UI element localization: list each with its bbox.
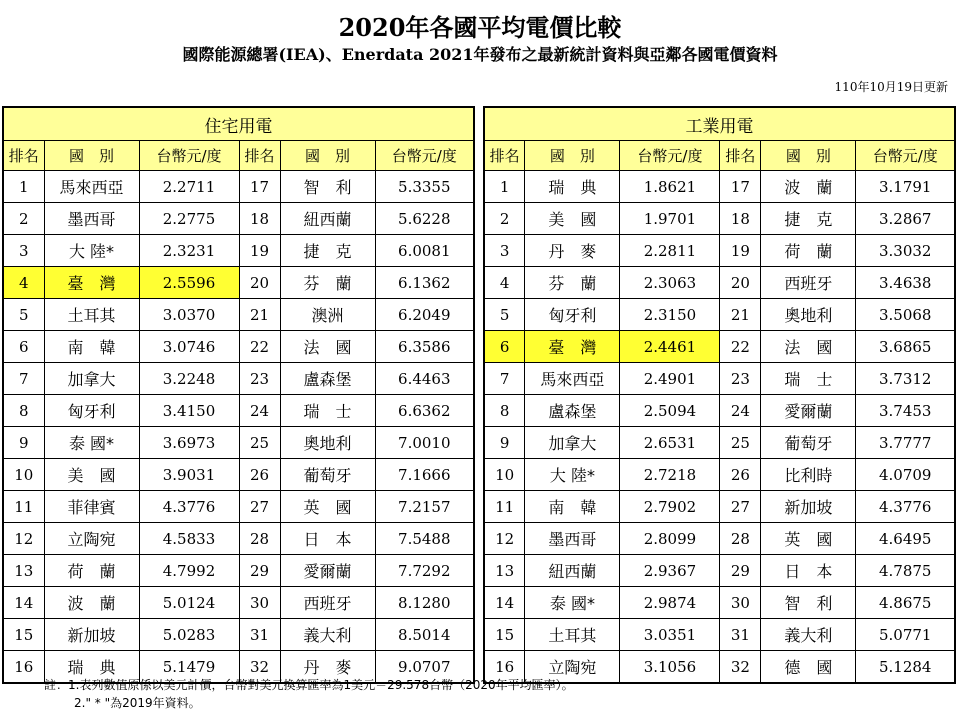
rank-cell: 13 (484, 555, 525, 587)
rank-cell: 12 (484, 523, 525, 555)
rank-cell: 16 (484, 651, 525, 684)
table-row (3, 203, 474, 235)
rank-cell: 23 (239, 363, 280, 395)
price-cell: 6.6362 (375, 395, 474, 427)
price-cell: 4.6495 (856, 523, 955, 555)
price-cell: 3.4638 (856, 267, 955, 299)
industrial-title: 工業用電 (484, 107, 955, 141)
price-cell: 3.0746 (139, 331, 239, 363)
price-cell: 4.3776 (139, 491, 239, 523)
country-cell: 土耳其 (44, 299, 139, 331)
price-cell: 2.5094 (620, 395, 720, 427)
table-row (484, 267, 955, 299)
country-cell: 愛爾蘭 (761, 395, 856, 427)
price-cell: 5.1284 (856, 651, 955, 684)
table-row (484, 203, 955, 235)
price-cell: 7.5488 (375, 523, 474, 555)
price-cell: 5.6228 (375, 203, 474, 235)
price-cell: 3.2248 (139, 363, 239, 395)
price-cell: 6.0081 (375, 235, 474, 267)
rank-cell: 10 (484, 459, 525, 491)
table-row (484, 491, 955, 523)
residential-title: 住宅用電 (3, 107, 474, 141)
table-row (484, 555, 955, 587)
rank-cell: 6 (3, 331, 44, 363)
rank-cell: 22 (239, 331, 280, 363)
country-cell: 臺 灣 (525, 331, 620, 363)
rank-cell: 15 (3, 619, 44, 651)
country-cell: 丹 麥 (525, 235, 620, 267)
country-cell: 土耳其 (525, 619, 620, 651)
rank-cell: 21 (239, 299, 280, 331)
rank-cell: 27 (720, 491, 761, 523)
country-cell: 南 韓 (44, 331, 139, 363)
table-row (3, 555, 474, 587)
rank-cell: 11 (484, 491, 525, 523)
price-cell: 3.2867 (856, 203, 955, 235)
rank-cell: 32 (720, 651, 761, 684)
country-cell: 義大利 (280, 619, 375, 651)
price-cell: 5.1479 (139, 651, 239, 684)
table-row (3, 523, 474, 555)
price-cell: 4.7992 (139, 555, 239, 587)
price-cell: 5.0771 (856, 619, 955, 651)
rank-cell: 18 (720, 203, 761, 235)
col-rank-header: 排名 (239, 141, 280, 171)
rank-cell: 28 (720, 523, 761, 555)
col-price-header: 台幣元/度 (856, 141, 955, 171)
price-cell: 4.3776 (856, 491, 955, 523)
country-cell: 捷 克 (761, 203, 856, 235)
country-cell: 大 陸* (525, 459, 620, 491)
price-cell: 3.0351 (620, 619, 720, 651)
country-cell: 墨西哥 (525, 523, 620, 555)
rank-cell: 1 (484, 171, 525, 203)
page-title: 2020年各國平均電價比較 (338, 13, 622, 42)
country-cell: 奧地利 (761, 299, 856, 331)
rank-cell: 21 (720, 299, 761, 331)
price-cell: 2.7902 (620, 491, 720, 523)
price-cell: 3.1791 (856, 171, 955, 203)
rank-cell: 20 (239, 267, 280, 299)
rank-cell: 9 (3, 427, 44, 459)
table-row (3, 363, 474, 395)
country-cell: 臺 灣 (44, 267, 139, 299)
rank-cell: 6 (484, 331, 525, 363)
rank-cell: 10 (3, 459, 44, 491)
country-cell: 德 國 (761, 651, 856, 684)
price-cell: 2.5596 (139, 267, 239, 299)
country-cell: 西班牙 (761, 267, 856, 299)
price-cell: 7.2157 (375, 491, 474, 523)
price-cell: 5.0124 (139, 587, 239, 619)
country-cell: 新加坡 (761, 491, 856, 523)
price-cell: 5.3355 (375, 171, 474, 203)
rank-cell: 27 (239, 491, 280, 523)
rank-cell: 29 (239, 555, 280, 587)
country-cell: 荷 蘭 (761, 235, 856, 267)
price-cell: 3.1056 (620, 651, 720, 684)
rank-cell: 8 (3, 395, 44, 427)
country-cell: 盧森堡 (280, 363, 375, 395)
table-row (484, 363, 955, 395)
footnote-2: 2." * "為2019年資料。 (74, 696, 201, 710)
rank-cell: 31 (239, 619, 280, 651)
price-cell: 2.9367 (620, 555, 720, 587)
price-cell: 4.5833 (139, 523, 239, 555)
table-row (3, 395, 474, 427)
country-cell: 美 國 (44, 459, 139, 491)
country-cell: 西班牙 (280, 587, 375, 619)
rank-cell: 24 (239, 395, 280, 427)
col-country-header: 國 別 (761, 141, 856, 171)
price-cell: 8.1280 (375, 587, 474, 619)
price-tables (2, 106, 956, 677)
price-cell: 6.1362 (375, 267, 474, 299)
rank-cell: 20 (720, 267, 761, 299)
rank-cell: 3 (484, 235, 525, 267)
rank-cell: 11 (3, 491, 44, 523)
country-cell: 葡萄牙 (761, 427, 856, 459)
price-cell: 4.0709 (856, 459, 955, 491)
price-cell: 3.6973 (139, 427, 239, 459)
price-cell: 2.2811 (620, 235, 720, 267)
table-row (484, 331, 955, 363)
table-row (484, 427, 955, 459)
table-row (484, 587, 955, 619)
table-row (3, 331, 474, 363)
rank-cell: 30 (239, 587, 280, 619)
price-cell: 2.8099 (620, 523, 720, 555)
rank-cell: 22 (720, 331, 761, 363)
rank-cell: 4 (484, 267, 525, 299)
country-cell: 立陶宛 (44, 523, 139, 555)
rank-cell: 7 (484, 363, 525, 395)
country-cell: 愛爾蘭 (280, 555, 375, 587)
country-cell: 紐西蘭 (280, 203, 375, 235)
col-price-header: 台幣元/度 (620, 141, 720, 171)
price-cell: 6.3586 (375, 331, 474, 363)
rank-cell: 15 (484, 619, 525, 651)
price-cell: 3.0370 (139, 299, 239, 331)
price-cell: 3.7453 (856, 395, 955, 427)
table-row (3, 171, 474, 203)
price-cell: 8.5014 (375, 619, 474, 651)
table-row (3, 619, 474, 651)
rank-cell: 3 (3, 235, 44, 267)
table-row (484, 395, 955, 427)
price-cell: 2.4461 (620, 331, 720, 363)
country-cell: 奧地利 (280, 427, 375, 459)
price-cell: 7.7292 (375, 555, 474, 587)
country-cell: 智 利 (280, 171, 375, 203)
price-cell: 7.1666 (375, 459, 474, 491)
rank-cell: 13 (3, 555, 44, 587)
rank-cell: 8 (484, 395, 525, 427)
col-country-header: 國 別 (280, 141, 375, 171)
table-row (484, 299, 955, 331)
footnote-1: 註：1.表列數值原係以美元計價，台幣對美元換算匯率為1美元＝29.578台幣（2020年平均匯率）。 (44, 678, 574, 692)
rank-cell: 31 (720, 619, 761, 651)
country-cell: 美 國 (525, 203, 620, 235)
table-row (484, 171, 955, 203)
country-cell: 瑞 士 (761, 363, 856, 395)
rank-cell: 25 (239, 427, 280, 459)
price-cell: 9.0707 (375, 651, 474, 684)
price-cell: 2.7218 (620, 459, 720, 491)
table-row (3, 459, 474, 491)
rank-cell: 29 (720, 555, 761, 587)
table-row (3, 587, 474, 619)
price-cell: 7.0010 (375, 427, 474, 459)
country-cell: 新加坡 (44, 619, 139, 651)
country-cell: 加拿大 (44, 363, 139, 395)
price-cell: 2.2711 (139, 171, 239, 203)
table-row (3, 267, 474, 299)
country-cell: 法 國 (761, 331, 856, 363)
rank-cell: 2 (3, 203, 44, 235)
price-cell: 3.7312 (856, 363, 955, 395)
price-cell: 4.7875 (856, 555, 955, 587)
rank-cell: 9 (484, 427, 525, 459)
country-cell: 匈牙利 (525, 299, 620, 331)
country-cell: 比利時 (761, 459, 856, 491)
industrial-table (483, 106, 956, 684)
country-cell: 捷 克 (280, 235, 375, 267)
country-cell: 葡萄牙 (280, 459, 375, 491)
price-cell: 4.8675 (856, 587, 955, 619)
rank-cell: 18 (239, 203, 280, 235)
country-cell: 英 國 (280, 491, 375, 523)
table-row (3, 299, 474, 331)
price-cell: 6.2049 (375, 299, 474, 331)
update-date: 110年10月19日更新 (834, 80, 948, 94)
rank-cell: 14 (3, 587, 44, 619)
country-cell: 大 陸* (44, 235, 139, 267)
rank-cell: 17 (239, 171, 280, 203)
country-cell: 義大利 (761, 619, 856, 651)
price-cell: 3.9031 (139, 459, 239, 491)
country-cell: 泰 國* (44, 427, 139, 459)
col-rank-header: 排名 (484, 141, 525, 171)
country-cell: 智 利 (761, 587, 856, 619)
rank-cell: 26 (720, 459, 761, 491)
rank-cell: 23 (720, 363, 761, 395)
country-cell: 瑞 典 (44, 651, 139, 684)
price-cell: 1.8621 (620, 171, 720, 203)
country-cell: 英 國 (761, 523, 856, 555)
price-cell: 2.3231 (139, 235, 239, 267)
country-cell: 泰 國* (525, 587, 620, 619)
col-country-header: 國 別 (525, 141, 620, 171)
country-cell: 瑞 士 (280, 395, 375, 427)
table-row (484, 459, 955, 491)
rank-cell: 19 (720, 235, 761, 267)
rank-cell: 5 (484, 299, 525, 331)
col-price-header: 台幣元/度 (375, 141, 474, 171)
price-cell: 2.3150 (620, 299, 720, 331)
table-row (3, 235, 474, 267)
rank-cell: 14 (484, 587, 525, 619)
page-subtitle: 國際能源總署(IEA)、Enerdata 2021年發布之最新統計資料與亞鄰各國電價資料 (182, 45, 778, 64)
price-cell: 2.6531 (620, 427, 720, 459)
footnotes (44, 676, 574, 712)
country-cell: 加拿大 (525, 427, 620, 459)
country-cell: 盧森堡 (525, 395, 620, 427)
country-cell: 丹 麥 (280, 651, 375, 684)
country-cell: 立陶宛 (525, 651, 620, 684)
rank-cell: 19 (239, 235, 280, 267)
price-cell: 1.9701 (620, 203, 720, 235)
col-price-header: 台幣元/度 (139, 141, 239, 171)
rank-cell: 28 (239, 523, 280, 555)
country-cell: 澳洲 (280, 299, 375, 331)
col-country-header: 國 別 (44, 141, 139, 171)
price-cell: 2.9874 (620, 587, 720, 619)
rank-cell: 7 (3, 363, 44, 395)
rank-cell: 12 (3, 523, 44, 555)
price-cell: 3.7777 (856, 427, 955, 459)
country-cell: 墨西哥 (44, 203, 139, 235)
price-cell: 3.6865 (856, 331, 955, 363)
rank-cell: 17 (720, 171, 761, 203)
country-cell: 芬 蘭 (525, 267, 620, 299)
price-cell: 6.4463 (375, 363, 474, 395)
rank-cell: 30 (720, 587, 761, 619)
rank-cell: 1 (3, 171, 44, 203)
rank-cell: 5 (3, 299, 44, 331)
rank-cell: 24 (720, 395, 761, 427)
col-rank-header: 排名 (720, 141, 761, 171)
country-cell: 馬來西亞 (44, 171, 139, 203)
country-cell: 荷 蘭 (44, 555, 139, 587)
country-cell: 芬 蘭 (280, 267, 375, 299)
country-cell: 日 本 (761, 555, 856, 587)
country-cell: 馬來西亞 (525, 363, 620, 395)
table-row (3, 491, 474, 523)
price-cell: 3.4150 (139, 395, 239, 427)
rank-cell: 4 (3, 267, 44, 299)
country-cell: 瑞 典 (525, 171, 620, 203)
price-cell: 5.0283 (139, 619, 239, 651)
price-cell: 2.2775 (139, 203, 239, 235)
table-row (484, 523, 955, 555)
rank-cell: 16 (3, 651, 44, 684)
rank-cell: 25 (720, 427, 761, 459)
price-cell: 2.3063 (620, 267, 720, 299)
country-cell: 匈牙利 (44, 395, 139, 427)
col-rank-header: 排名 (3, 141, 44, 171)
country-cell: 南 韓 (525, 491, 620, 523)
price-cell: 2.4901 (620, 363, 720, 395)
country-cell: 波 蘭 (44, 587, 139, 619)
rank-cell: 26 (239, 459, 280, 491)
country-cell: 紐西蘭 (525, 555, 620, 587)
price-cell: 3.3032 (856, 235, 955, 267)
table-row (3, 427, 474, 459)
country-cell: 法 國 (280, 331, 375, 363)
country-cell: 菲律賓 (44, 491, 139, 523)
rank-cell: 32 (239, 651, 280, 684)
table-row (484, 235, 955, 267)
price-cell: 3.5068 (856, 299, 955, 331)
country-cell: 波 蘭 (761, 171, 856, 203)
rank-cell: 2 (484, 203, 525, 235)
residential-table (2, 106, 475, 684)
country-cell: 日 本 (280, 523, 375, 555)
table-row (484, 619, 955, 651)
